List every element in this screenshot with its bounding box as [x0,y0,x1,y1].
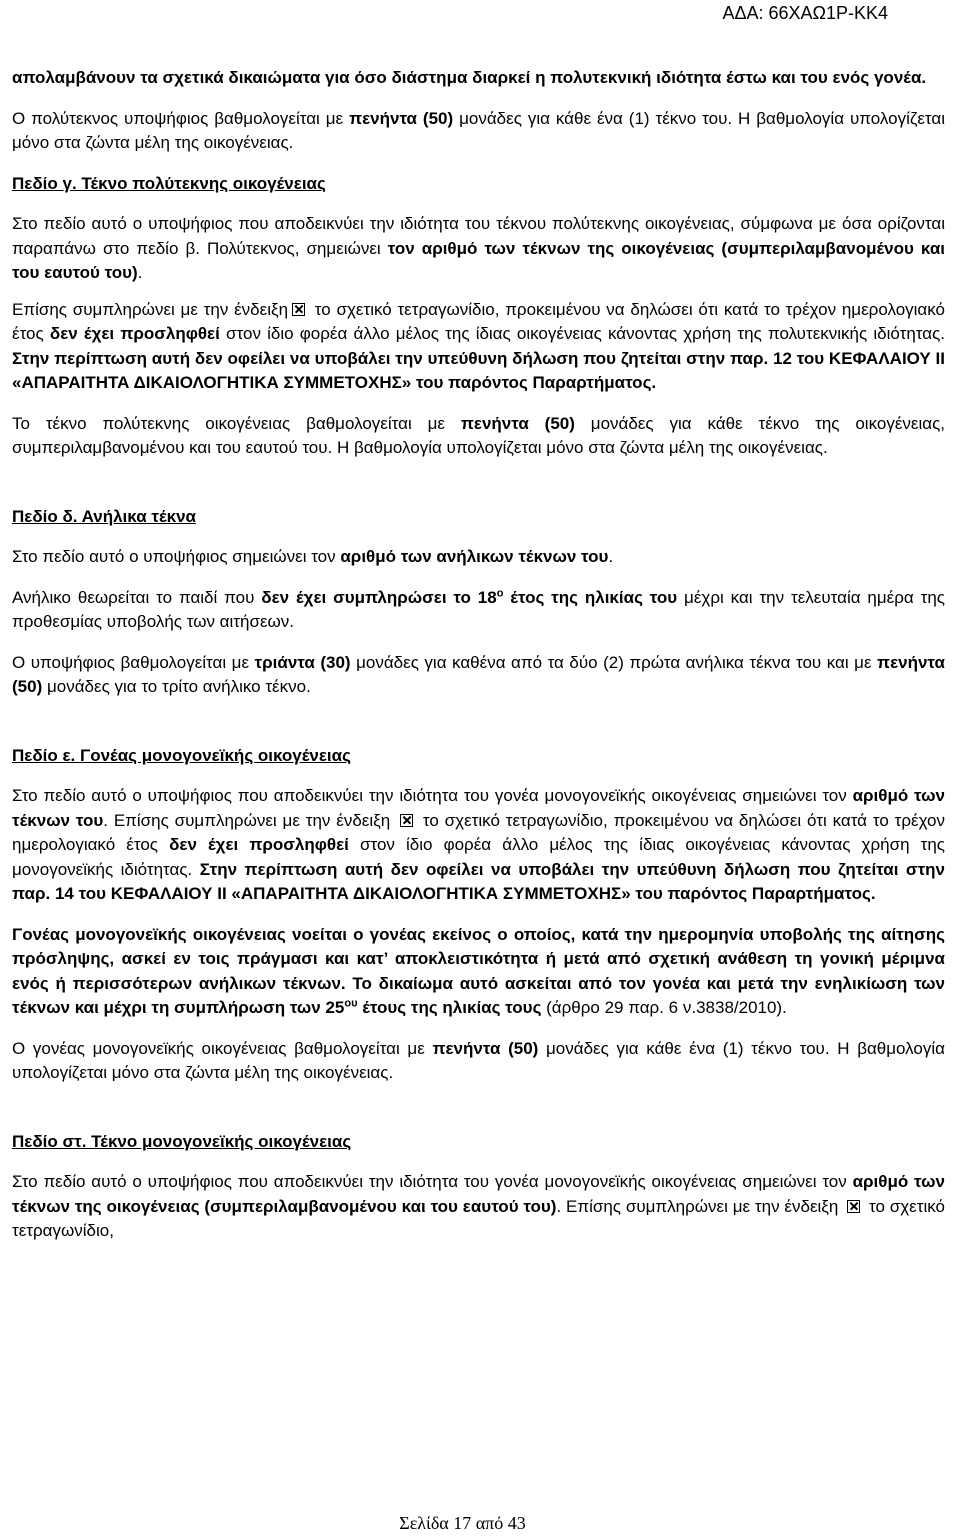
page-number: Σελίδα 17 από 43 [399,1513,526,1533]
paragraph [12,1037,945,1086]
bold-text: πενήντα (50) [460,413,575,433]
text: Επίσης συμπληρώνει με την ένδειξη [12,299,289,319]
text: Στο πεδίο αυτό ο υποψήφιος σημειώνει τον [12,547,341,566]
text: μέχρι και την τελευταία ημέρα της προθεσμίας υποβολής των αιτήσεων. [12,587,945,631]
superscript: ου [344,997,358,1010]
bold-text: δεν έχει προσληφθεί [49,324,220,343]
bold-text [12,925,945,1018]
text: έτους της ηλικίας τους [357,998,542,1017]
text: Ο πολύτεκνος υποψήφιος βαθμολογείται με [12,108,350,128]
bold-text: απολαμβάνουν τα σχετικά δικαιώματα για όσο διάστημα διαρκεί η πολυτεκνική ιδιότητα έστω και του ενός γονέα. [12,68,927,87]
paragraph [12,586,945,635]
bold-text [261,588,677,607]
bold-text: τον αριθμό των τέκνων της οικογένειας (συμπεριλαμβανομένου και του εαυτού του) [12,238,946,282]
text: το σχετικό τετραγωνίδιο, προκειμένου να δηλώσει ότι κατά το τρέχον ημερολογιακό έτος [12,299,945,343]
section-heading-st: Πεδίο στ. Τέκνο μονογονεϊκής οικογένειας [12,1131,352,1151]
checked-box-icon [400,814,413,827]
text: Στο πεδίο αυτό ο υποψήφιος που αποδεικνύει την ιδιότητα του γονέα μονογονεϊκής οικογένειας σημειώνει τον [12,1172,853,1191]
text: μονάδες για καθένα από τα δύο (2) πρώτα ανήλικα τέκνα του και με [350,652,878,672]
bold-text: αριθμό των τέκνων του [12,786,945,830]
bold-text: πενήντα (50) [432,1038,539,1058]
bold-text: Στην περίπτωση αυτή δεν οφείλει να υποβάλει την υπεύθυνη δήλωση που ζητείται στην παρ. 12 του ΚΕΦΑΛΑΙΟΥ ΙΙ «ΑΠΑΡΑΙΤΗΤΑ ΔΙΚΑΙΟΛΟΓΗΤΙΚΑ ΣΥΜΜΕΤΟΧΗΣ» του παρόντος Παραρτήματος. [12,348,945,392]
text: Ανήλικο θεωρείται το παιδί που [12,587,262,607]
paragraph [12,66,945,91]
bold-text: δεν έχει προσληφθεί [169,835,349,854]
paragraph [12,107,945,156]
paragraph [12,412,945,461]
paragraph [12,923,945,1021]
text: Το τέκνο πολύτεκνης οικογένειας βαθμολογείται με [12,413,461,433]
text: το σχετικό τετραγωνίδιο, προκειμένου να δηλώσει ότι κατά το τρέχον ημερολογιακό έτος [12,810,946,854]
bold-text: Στην περίπτωση αυτή δεν οφείλει να υποβάλει την υπεύθυνη δήλωση που ζητείται στην παρ. 14 του ΚΕΦΑΛΑΙΟΥ ΙΙ «ΑΠΑΡΑΙΤΗΤΑ ΔΙΚΑΙΟΛΟΓΗΤΙΚΑ ΣΥΜΜΕΤΟΧΗΣ» του παρόντος Παραρτήματος. [12,859,945,903]
text: . Επίσης συμπληρώνει με την ένδειξη [103,810,397,830]
section-heading-epsilon: Πεδίο ε. Γονέας μονογονεϊκής οικογένειας [12,745,351,765]
section-heading-delta: Πεδίο δ. Ανήλικα τέκνα [12,506,197,526]
text: . Επίσης συμπληρώνει με την ένδειξη [556,1196,844,1216]
text: στον ίδιο φορέα άλλο μέλος της ίδιας οικογένειας κάνοντας χρήση της πολυτεκνικής ιδιότητας. [219,324,945,343]
paragraph [12,545,945,570]
text: μονάδες για κάθε τέκνο της οικογένειας, συμπεριλαμβανομένου και του εαυτού του. Η βαθμολογία υπολογίζεται μόνο στα ζώντα μέλη της οικογένειας. [12,413,946,457]
checked-box-icon [292,303,305,316]
text: στον ίδιο φορέα άλλο μέλος της ίδιας οικογένειας κάνοντας χρήση της μονογονεϊκής ιδιότητας. [12,835,945,879]
paragraph [12,298,945,396]
text: το σχετικό τετραγωνίδιο, [12,1196,945,1240]
text: δεν έχει συμπληρώσει το 18 [261,587,497,607]
text: Ο υποψήφιος βαθμολογείται με [12,652,255,672]
paragraph [12,212,945,286]
document-reference-code: ΑΔΑ: 66ΧΑΩ1Ρ-ΚΚ4 [722,3,888,23]
text: Στο πεδίο αυτό ο υποψήφιος που αποδεικνύει την ιδιότητα του τέκνου πολύτεκνης οικογένειας, σύμφωνα με όσα ορίζονται παραπάνω στο πεδίο β. Πολύτεκνος, σημειώνει [12,214,945,258]
checked-box-icon [847,1200,860,1213]
bold-text: αριθμό των ανήλικων τέκνων του [340,547,609,566]
text: (άρθρο 29 παρ. 6 ν.3838/2010). [541,998,787,1017]
text: Στο πεδίο αυτό ο υποψήφιος που αποδεικνύει την ιδιότητα του γονέα μονογονεϊκής οικογένειας σημειώνει τον [12,786,853,805]
bold-text: αριθμό των τέκνων της οικογένειας (συμπεριλαμβανομένου και του εαυτού του) [12,1172,945,1216]
paragraph [12,1170,945,1244]
paragraph [12,651,945,700]
superscript: ο [496,586,504,599]
bold-text: πενήντα (50) [349,108,454,128]
text: μονάδες για κάθε ένα (1) τέκνο του. Η βαθμολογία υπολογίζεται μόνο στα ζώντα μέλη της οικογένειας. [12,108,945,152]
section-heading-gamma: Πεδίο γ. Τέκνο πολύτεκνης οικογένειας [12,173,326,193]
document-body [12,66,945,1244]
bold-text: τριάντα (30) [254,652,351,672]
text: Γονέας μονογονεϊκής οικογένειας νοείται ο γονέας εκείνος ο οποίος, κατά την ημερομηνία υποβολής της αίτησης πρόσληψης, ασκεί εν τοις πράγμασι και κατ’ αποκλειστικότητα ή μετά από σχετική ανάθεση τη γονική μέριμνα ενός ή περισσότερων ανήλικων τέκνων. Το δικαίωμα αυτό ασκείται από τον γονέα και μετά την ενηλικίωση των τέκνων και μέχρι τη συμπλήρωση των 25 [12,924,945,1017]
text: . [608,547,614,566]
text: μονάδες για το τρίτο ανήλικο τέκνο. [42,677,311,696]
text: Ο γονέας μονογονεϊκής οικογένειας βαθμολογείται με [12,1038,433,1058]
text: . [137,263,143,282]
paragraph [12,784,945,907]
text: έτος της ηλικίας του [503,587,678,607]
text: μονάδες για κάθε ένα (1) τέκνο του. Η βαθμολογία υπολογίζεται μόνο στα ζώντα μέλη της οικογένειας. [12,1038,945,1082]
bold-text: πενήντα (50) [12,652,945,696]
